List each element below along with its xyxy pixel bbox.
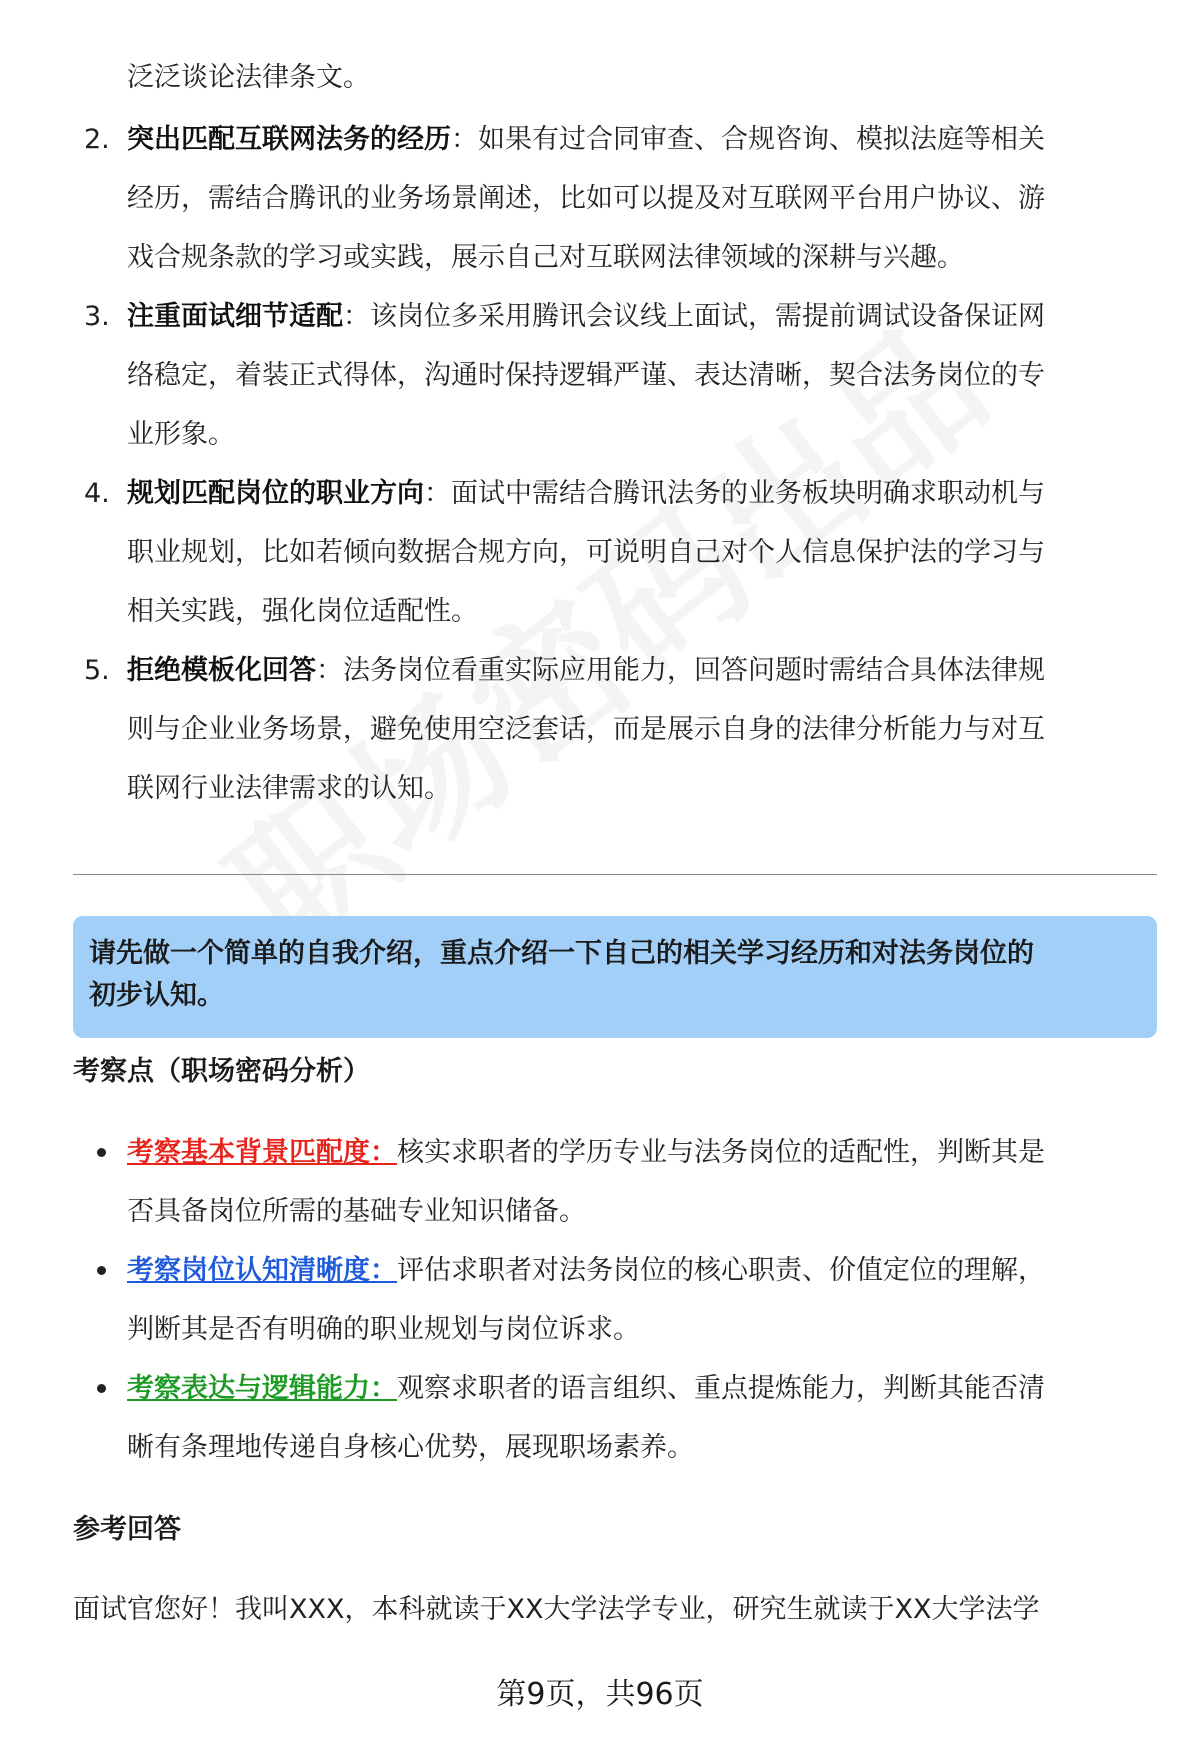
question-box xyxy=(73,916,1157,1038)
item-number: 4. xyxy=(84,478,110,509)
item-text: 业形象。 xyxy=(127,419,235,450)
item-text: 则与企业业务场景，避免使用空泛套话，而是展示自身的法律分析能力与对互 xyxy=(127,714,1045,745)
item-title: 注重面试细节适配 xyxy=(127,301,343,332)
section-divider xyxy=(73,874,1157,875)
point-text: 评估求职者对法务岗位的核心职责、价值定位的理解， xyxy=(397,1255,1045,1286)
item-text: ：面试中需结合腾讯法务的业务板块明确求职动机与 xyxy=(424,478,1045,509)
point-text: 判断其是否有明确的职业规划与岗位诉求。 xyxy=(127,1314,640,1345)
section-heading-kaochadian: 考察点（职场密码分析） xyxy=(73,1056,370,1087)
section-heading-reference: 参考回答 xyxy=(73,1514,181,1545)
item-text: ：法务岗位看重实际应用能力，回答问题时需结合具体法律规 xyxy=(316,655,1045,686)
item-text: 相关实践，强化岗位适配性。 xyxy=(127,596,478,627)
item-text: 职业规划，比如若倾向数据合规方向，可说明自己对个人信息保护法的学习与 xyxy=(127,537,1045,568)
item-text: 经历，需结合腾讯的业务场景阐述，比如可以提及对互联网平台用户协议、游 xyxy=(127,183,1045,214)
bullet-icon xyxy=(97,1266,106,1275)
reference-answer-text: 面试官您好！我叫XXX，本科就读于XX大学法学专业，研究生就读于XX大学法学 xyxy=(73,1594,1040,1625)
item-text: ：如果有过合同审查、合规咨询、模拟法庭等相关 xyxy=(451,124,1045,155)
item-title: 突出匹配互联网法务的经历 xyxy=(127,124,451,155)
point-text: 观察求职者的语言组织、重点提炼能力，判断其能否清 xyxy=(397,1373,1045,1404)
item-number: 3. xyxy=(84,301,110,332)
point-text: 核实求职者的学历专业与法务岗位的适配性，判断其是 xyxy=(397,1137,1045,1168)
item-text: 戏合规条款的学习或实践，展示自己对互联网法律领域的深耕与兴趣。 xyxy=(127,242,964,273)
point-label: 考察岗位认知清晰度： xyxy=(127,1255,397,1286)
item-title: 拒绝模板化回答 xyxy=(127,655,316,686)
item-text: ：该岗位多采用腾讯会议线上面试，需提前调试设备保证网 xyxy=(343,301,1045,332)
question-text: 请先做一个简单的自我介绍，重点介绍一下自己的相关学习经历和对法务岗位的 xyxy=(89,938,1034,969)
point-label: 考察表达与逻辑能力： xyxy=(127,1373,397,1404)
point-text: 否具备岗位所需的基础专业知识储备。 xyxy=(127,1196,586,1227)
point-label: 考察基本背景匹配度： xyxy=(127,1137,397,1168)
bullet-icon xyxy=(97,1384,106,1393)
bullet-icon xyxy=(97,1148,106,1157)
point-text: 晰有条理地传递自身核心优势，展现职场素养。 xyxy=(127,1432,694,1463)
item-number: 5. xyxy=(84,655,110,686)
page-number: 第9页，共96页 xyxy=(496,1677,704,1712)
intro-tail-text: 泛泛谈论法律条文。 xyxy=(127,62,370,93)
question-text: 初步认知。 xyxy=(89,980,224,1011)
item-title: 规划匹配岗位的职业方向 xyxy=(127,478,424,509)
item-text: 联网行业法律需求的认知。 xyxy=(127,773,451,804)
item-text: 络稳定，着装正式得体，沟通时保持逻辑严谨、表达清晰，契合法务岗位的专 xyxy=(127,360,1045,391)
item-number: 2. xyxy=(84,124,110,155)
